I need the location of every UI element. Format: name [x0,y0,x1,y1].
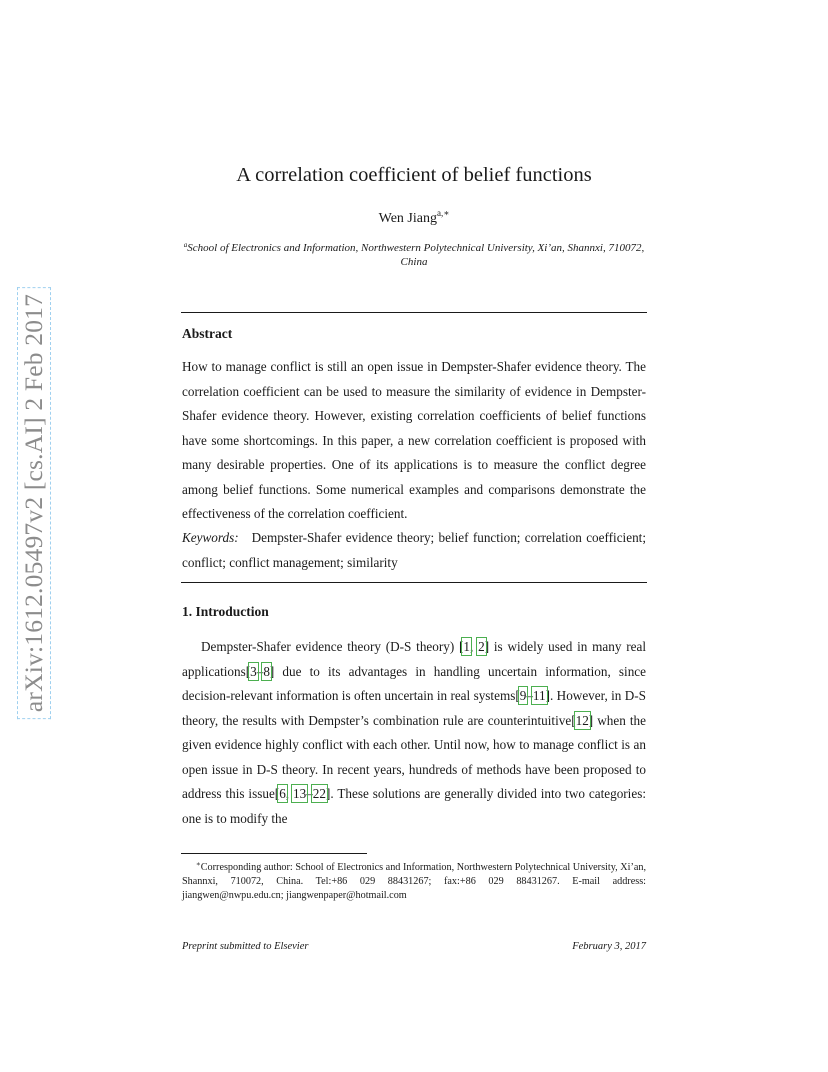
intro-text: Dempster-Shafer evidence theory (D-S theory) [ [201,639,464,654]
intro-text: ] due to its advantages in handling uncertain information, since decision-relevant information is often uncertain in real systems[ [182,663,646,703]
intro-text: ] is widely used in many real applications[ [182,639,647,679]
intro-text: , [470,639,479,654]
keywords-paragraph [182,526,646,575]
intro-text: ] when the given evidence highly conflict with each other. Until now, how to manage conflict is an open issue in D-S theory. In recent years, hundreds of methods have been proposed to address this issue[ [182,712,646,801]
paper-title: A correlation coefficient of belief functions [236,164,592,186]
citation-link[interactable]: 2 [478,639,485,654]
footnote-mark: ∗ [196,860,201,868]
footnote [182,857,646,903]
footer-preprint-note: Preprint submitted to Elsevier [182,941,309,952]
intro-text: ]. However, in D-S theory, the results with Dempster’s combination rule are counterintuitive[ [182,688,647,728]
intro-text: – [526,688,533,703]
footnote-text: Corresponding author: School of Electronics and Information, Northwestern Polytechnical University, Xi’an, Shannxi, 710072, China. Tel:+86 029 88431267; fax:+86 029 88431267. E-mail address: jiangwen@nwpu.edu.cn; jiangwenpaper@hotmail.com [182,862,646,901]
intro-text: – [256,663,264,679]
citation-link[interactable]: 9 [519,688,527,703]
citation-link[interactable]: 13 [293,786,307,801]
abstract-heading: Abstract [182,326,233,341]
abstract-bottom-rule [181,582,647,583]
footer-date: February 3, 2017 [572,941,646,952]
footnote-rule [181,853,367,854]
keywords-list: Dempster-Shafer evidence theory; belief function; correlation coefficient; conflict; conflict management; similarity [182,530,646,570]
intro-text: – [306,786,313,801]
affiliation [182,238,646,269]
intro-text: ]. These solutions are generally divided into two categories: one is to modify the [182,786,646,826]
author-marks: a,∗ [436,208,450,218]
arxiv-identifier-stamp[interactable]: arXiv:1612.05497v2 [cs.AI] 2 Feb 2017 [17,287,51,719]
intro-text: , [285,786,294,801]
abstract-top-rule [181,312,647,313]
introduction-paragraph [182,635,646,831]
affiliation-mark: a [183,241,188,249]
citation-link[interactable]: 3 [250,663,257,679]
section-heading-introduction: 1. Introduction [182,604,269,619]
affiliation-text: School of Electronics and Information, Northwestern Polytechnical University, Xi’an, Shannxi, 710072, China [187,242,645,268]
keywords-label: Keywords: [182,530,239,545]
citation-link[interactable]: 8 [263,663,270,679]
abstract-body: How to manage conflict is still an open issue in Dempster-Shafer evidence theory. The correlation coefficient can be used to measure the similarity of evidence in Dempster-Shafer evidence theory. However, existing correlation coefficients of belief functions have some shortcomings. In this paper, a new correlation coefficient is proposed with many desirable properties. One of its applications is to measure the conflict degree among belief functions. Some numerical examples and comparisons demonstrate the effectiveness of the correlation coefficient. [182,359,646,521]
citation-link[interactable]: 22 [312,786,326,801]
citation-link[interactable]: 1 [463,639,471,654]
author-name: Wen Jiang [378,211,437,226]
citation-link[interactable]: 6 [279,786,286,801]
citation-link[interactable]: 11 [532,688,546,703]
author-line [0,208,828,227]
citation-link[interactable]: 12 [575,712,589,728]
